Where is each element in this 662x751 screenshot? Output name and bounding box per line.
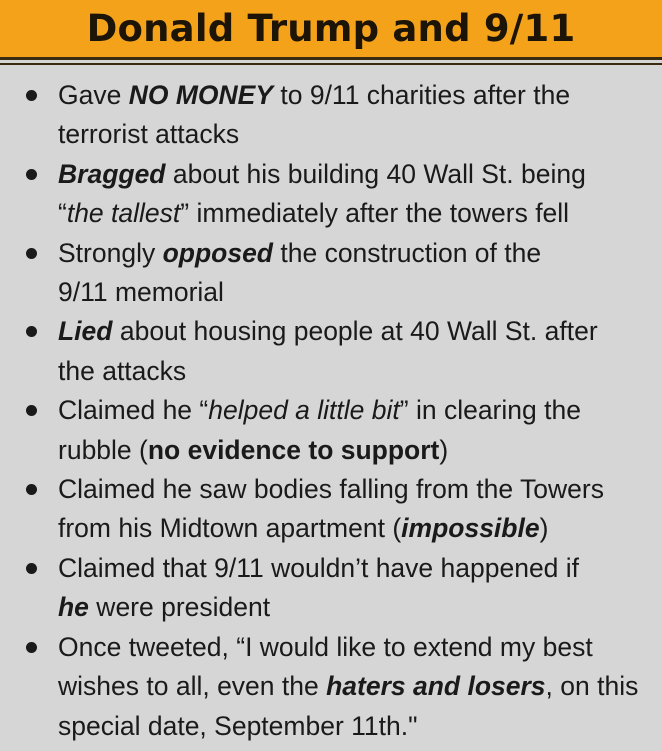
bullet-line: [58, 470, 658, 509]
bullet-item: [0, 312, 662, 391]
bullet-text: terrorist attacks: [58, 119, 240, 150]
bullet-text: ): [539, 513, 549, 544]
bullet-text: “: [58, 198, 67, 229]
bullet-line: [58, 509, 658, 548]
bullet-text: Gave: [58, 80, 129, 110]
emphasis-text: no evidence to support: [147, 434, 440, 465]
bullet-text: about his building 40 Wall St. being: [165, 158, 586, 189]
title-divider: [0, 63, 662, 65]
bullet-dot-icon: [26, 405, 37, 416]
bullet-text: Claimed he “: [58, 395, 209, 426]
bullet-dot-icon: [26, 169, 37, 180]
bullet-text: special date, September 11th.": [58, 710, 418, 741]
bullet-line: [58, 707, 658, 746]
bullet-line: [58, 628, 658, 667]
bullet-line: [58, 76, 658, 115]
bullet-text: Claimed that 9/11 wouldn’t have happened if: [58, 552, 580, 583]
emphasis-text: NO MONEY: [128, 80, 273, 110]
bullet-line: [58, 273, 658, 312]
bullet-dot-icon: [26, 484, 37, 495]
bullet-line: [58, 391, 658, 430]
emphasis-text: opposed: [162, 237, 273, 268]
content-panel: [0, 68, 662, 751]
bullet-line: [58, 312, 658, 351]
bullet-line: [58, 431, 658, 470]
emphasis-text: helped a little bit: [208, 395, 400, 426]
bullet-text: rubble (: [58, 434, 148, 465]
bullet-line: [58, 194, 658, 233]
bullet-text: Claimed he saw bodies falling from the Towers: [58, 474, 604, 505]
bullet-text: the attacks: [58, 355, 187, 386]
bullet-text: ” in clearing the: [399, 395, 581, 426]
bullet-line: [58, 155, 658, 194]
emphasis-text: impossible: [401, 513, 540, 544]
bullet-text: the construction of the: [273, 237, 542, 268]
bullet-item: [0, 549, 662, 628]
bullet-list: [0, 68, 662, 746]
page-title: Donald Trump and 9/11: [86, 7, 576, 50]
bullet-text: Once tweeted, “I would like to extend my best: [58, 631, 593, 662]
bullet-text: 9/11 memorial: [58, 277, 224, 308]
bullet-item: [0, 234, 662, 313]
bullet-text: to 9/11 charities after the: [273, 80, 571, 110]
bullet-line: [58, 352, 658, 391]
bullet-item: [0, 155, 662, 234]
bullet-text: ” immediately after the towers fell: [180, 198, 570, 229]
emphasis-text: the tallest: [66, 198, 181, 229]
emphasis-text: Lied: [58, 316, 113, 347]
bullet-item: [0, 391, 662, 470]
bullet-text: , on this: [545, 671, 639, 702]
bullet-text: wishes to all, even the: [58, 671, 327, 702]
bullet-line: [58, 549, 658, 588]
bullet-dot-icon: [26, 563, 37, 574]
bullet-line: [58, 588, 658, 627]
bullet-line: [58, 234, 658, 273]
bullet-dot-icon: [26, 326, 37, 337]
bullet-line: [58, 115, 658, 154]
bullet-item: [0, 628, 662, 746]
bullet-dot-icon: [26, 642, 37, 653]
bullet-text: about housing people at 40 Wall St. after: [112, 316, 598, 347]
bullet-dot-icon: [26, 90, 37, 101]
bullet-line: [58, 667, 658, 706]
bullet-text: Strongly: [58, 237, 163, 268]
emphasis-text: he: [58, 592, 89, 623]
title-banner: [0, 0, 662, 60]
emphasis-text: Bragged: [58, 158, 166, 189]
bullet-text: were president: [88, 592, 271, 623]
bullet-text: from his Midtown apartment (: [58, 513, 402, 544]
bullet-item: [0, 76, 662, 155]
bullet-dot-icon: [26, 248, 37, 259]
bullet-text: ): [439, 434, 449, 465]
bullet-item: [0, 470, 662, 549]
emphasis-text: haters and losers: [326, 671, 546, 702]
